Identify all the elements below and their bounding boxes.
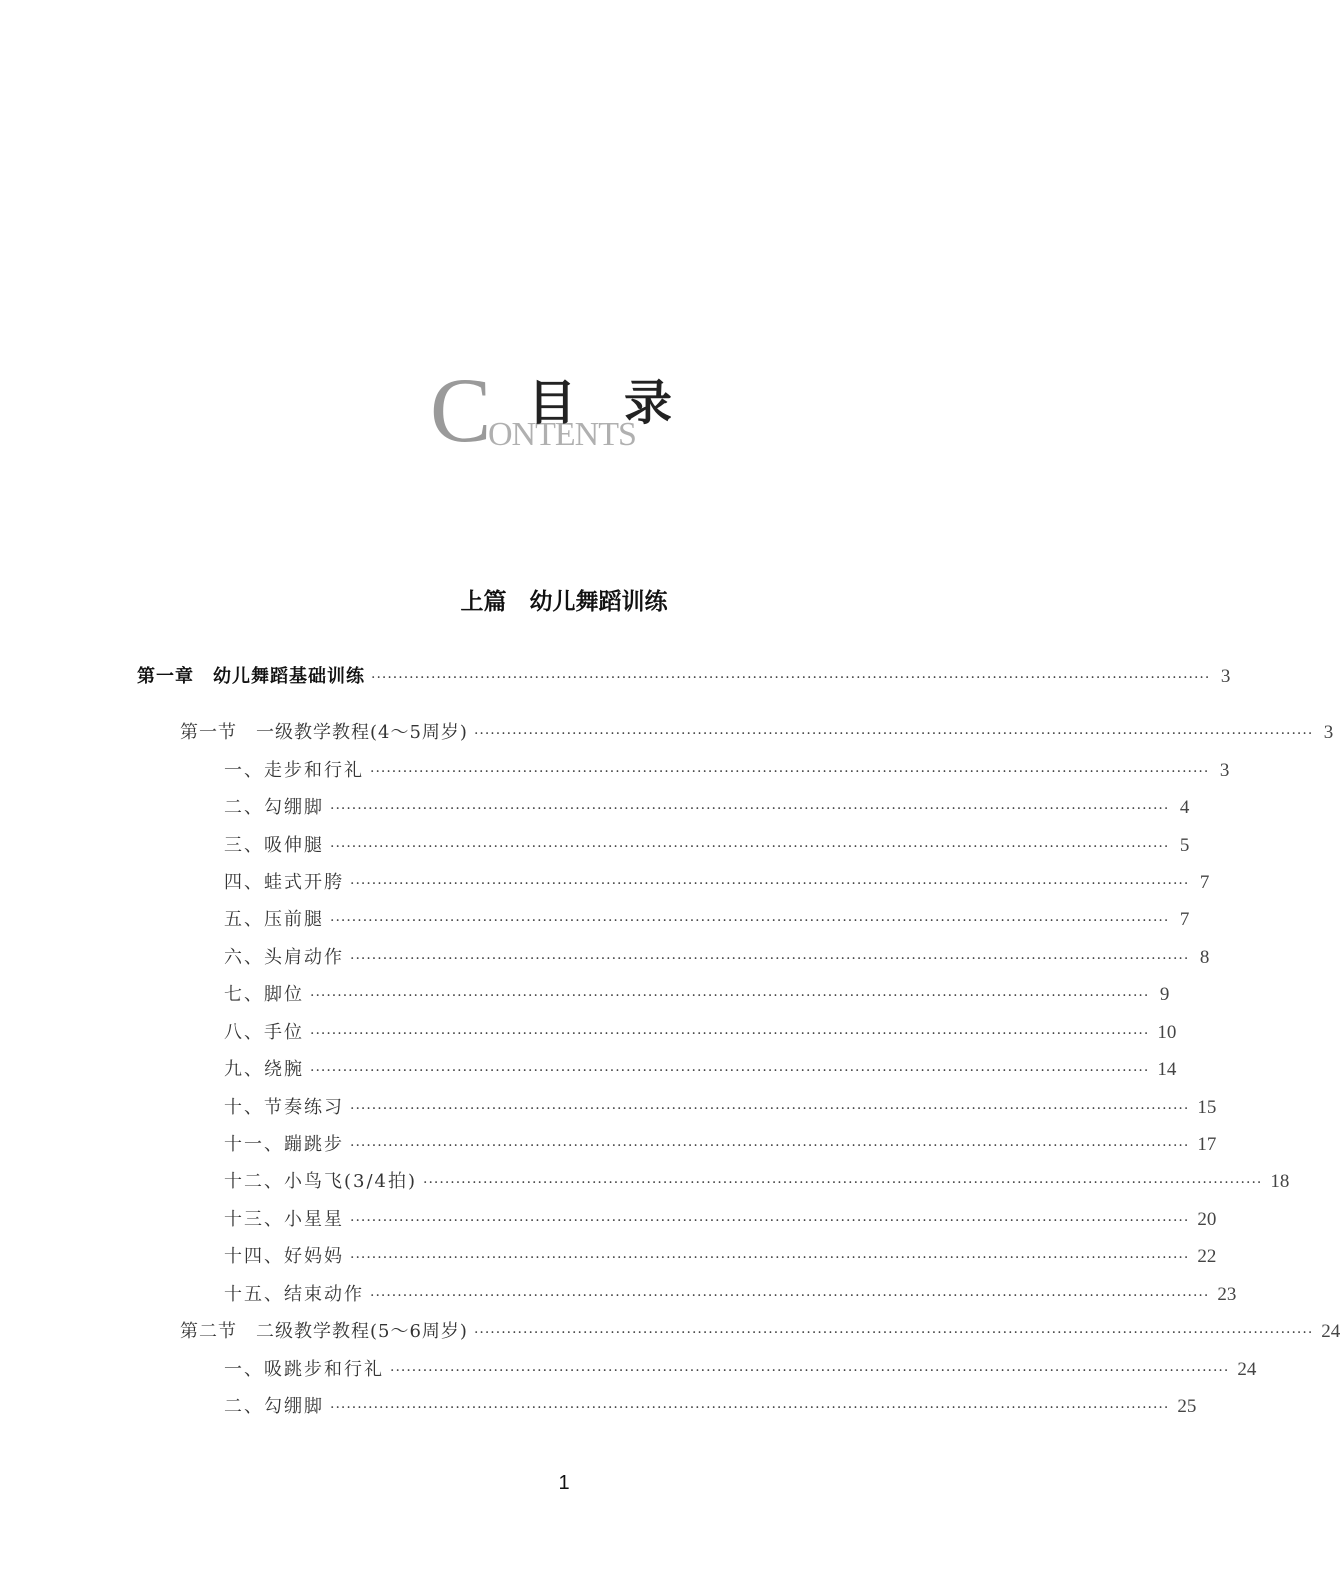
leader-dots: ··························································································································································	[310, 1026, 1150, 1042]
toc-entry[interactable]	[224, 793, 1190, 819]
leader-dots: ··························································································································································	[350, 1213, 1190, 1229]
toc-entry-page: 3	[1323, 722, 1334, 743]
leader-dots: ··························································································································································	[350, 876, 1190, 892]
toc-entry-page: 23	[1217, 1284, 1237, 1305]
toc-entry-label: 二、勾绷脚	[224, 1396, 324, 1417]
toc-entry-page: 24	[1237, 1359, 1257, 1380]
leader-dots: ··························································································································································	[310, 988, 1150, 1004]
contents-logo	[430, 359, 721, 462]
toc-entry-label: 二、勾绷脚	[224, 797, 324, 818]
toc-entry-page: 10	[1157, 1022, 1177, 1043]
toc-entry[interactable]	[224, 980, 1170, 1006]
toc-entry-label: 十、节奏练习	[224, 1097, 344, 1118]
toc-entry-label: 十四、好妈妈	[224, 1246, 344, 1267]
part-title: 上篇 幼儿舞蹈训练	[460, 589, 668, 615]
toc-entry[interactable]	[224, 1242, 1217, 1268]
leader-dots: ··························································································································································	[310, 1063, 1150, 1079]
leader-dots: ··························································································································································	[423, 1175, 1263, 1191]
logo-word: ONTENTS	[488, 416, 636, 453]
toc-entry-label: 一、吸跳步和行礼	[224, 1359, 384, 1380]
toc-entry-label: 十二、小鸟飞(3/4拍)	[224, 1171, 418, 1192]
leader-dots: ··························································································································································	[473, 1325, 1314, 1341]
toc-entry[interactable]	[224, 943, 1210, 969]
logo-big-letter: C	[430, 359, 492, 461]
toc-entry[interactable]	[224, 1280, 1237, 1306]
toc-entry-label: 第一章 幼儿舞蹈基础训练	[137, 666, 365, 687]
toc-entry-chapter-1[interactable]	[137, 662, 1231, 688]
toc-entry[interactable]	[224, 756, 1230, 782]
leader-dots: ··························································································································································	[350, 1138, 1190, 1154]
toc-entry[interactable]	[224, 1205, 1217, 1231]
leader-dots: ··························································································································································	[350, 951, 1190, 967]
toc-entry-section-1[interactable]	[180, 718, 1334, 744]
leader-dots: ··························································································································································	[330, 801, 1170, 817]
toc-entry[interactable]	[224, 1392, 1197, 1418]
page-number: 1	[558, 1472, 570, 1494]
toc-entry-page: 4	[1179, 797, 1190, 818]
toc-entry-label: 六、头肩动作	[224, 947, 344, 968]
leader-dots: ··························································································································································	[473, 726, 1314, 742]
toc-entry-page: 8	[1199, 947, 1210, 968]
toc-entry-label: 五、压前腿	[224, 909, 324, 930]
toc-entry-label: 第一节 一级教学教程(4～5周岁)	[180, 722, 468, 743]
page-title: 目录	[528, 375, 721, 431]
toc-entry-page: 18	[1270, 1171, 1290, 1192]
toc-entry-page: 25	[1177, 1396, 1197, 1417]
toc-entry[interactable]	[224, 1355, 1257, 1381]
toc-entry-label: 一、走步和行礼	[224, 760, 364, 781]
toc-entry-page: 22	[1197, 1246, 1217, 1267]
leader-dots: ··························································································································································	[330, 839, 1170, 855]
toc-entry-section-2[interactable]	[180, 1317, 1340, 1343]
toc-entry-page: 3	[1219, 760, 1230, 781]
toc-entry[interactable]	[224, 1018, 1177, 1044]
leader-dots: ··························································································································································	[330, 913, 1170, 929]
toc-entry-page: 24	[1321, 1321, 1340, 1342]
toc-entry[interactable]	[224, 1093, 1217, 1119]
leader-dots: ··························································································································································	[370, 764, 1210, 780]
toc-entry-label: 三、吸伸腿	[224, 835, 324, 856]
toc-entry-page: 20	[1197, 1209, 1217, 1230]
leader-dots: ··························································································································································	[350, 1101, 1190, 1117]
toc-entry-page: 15	[1197, 1097, 1217, 1118]
leader-dots: ··························································································································································	[370, 1288, 1210, 1304]
toc-entry-page: 9	[1159, 984, 1170, 1005]
toc-entry-label: 第二节 二级教学教程(5～6周岁)	[180, 1321, 468, 1342]
toc-entry[interactable]	[224, 831, 1190, 857]
leader-dots: ··························································································································································	[350, 1250, 1190, 1266]
toc-entry-page: 3	[1220, 666, 1231, 687]
toc-entry-label: 十五、结束动作	[224, 1284, 364, 1305]
toc-entry-label: 七、脚位	[224, 984, 304, 1005]
toc-entry-label: 十三、小星星	[224, 1209, 344, 1230]
leader-dots: ··························································································································································	[390, 1363, 1230, 1379]
toc-entry-label: 八、手位	[224, 1022, 304, 1043]
toc-entry-page: 14	[1157, 1059, 1177, 1080]
toc-entry-page: 17	[1197, 1134, 1217, 1155]
toc-entry-page: 7	[1179, 909, 1190, 930]
leader-dots: ··························································································································································	[330, 1400, 1170, 1416]
toc-entry-page: 5	[1179, 835, 1190, 856]
toc-entry[interactable]	[224, 1055, 1177, 1081]
toc-entry[interactable]	[224, 1130, 1217, 1156]
toc-entry-label: 九、绕腕	[224, 1059, 304, 1080]
toc-entry[interactable]	[224, 868, 1210, 894]
toc-entry-page: 7	[1199, 872, 1210, 893]
toc-entry[interactable]	[224, 905, 1190, 931]
toc-entry[interactable]	[224, 1167, 1290, 1193]
toc-entry-label: 十一、蹦跳步	[224, 1134, 344, 1155]
leader-dots: ··························································································································································	[371, 670, 1211, 686]
toc-entry-label: 四、蛙式开胯	[224, 872, 344, 893]
